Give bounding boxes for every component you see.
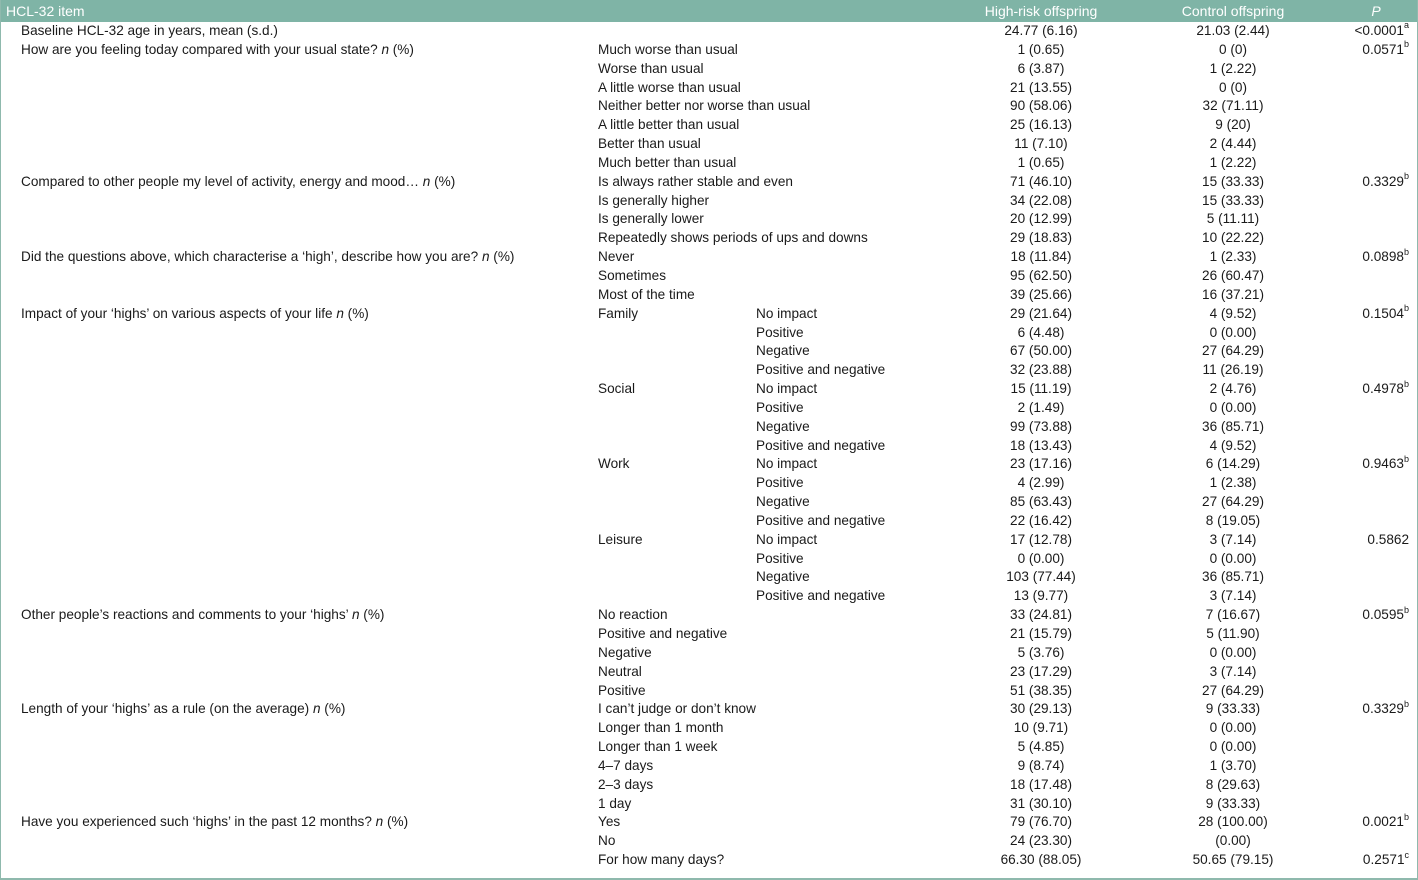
row-category: No <box>598 833 616 849</box>
high-risk-value: 5 (3.76) <box>1017 644 1065 660</box>
row-subcategory: Positive <box>756 550 804 566</box>
high-risk-value: 99 (73.88) <box>1010 418 1072 434</box>
p-value <box>1311 305 1409 324</box>
row-subcategory: Positive and negative <box>756 437 886 453</box>
table-header <box>1 0 1417 22</box>
item-text: Length of your ‘highs’ as a rule (on the average) <box>21 701 313 717</box>
control-value: 9 (33.33) <box>1205 701 1261 717</box>
p-value-text: 0.3329 <box>1362 701 1404 717</box>
control-value: 5 (11.11) <box>1206 211 1260 227</box>
high-risk-value: 23 (17.29) <box>1010 663 1072 679</box>
table-row <box>1 361 1417 380</box>
table-row <box>1 719 1417 738</box>
n-symbol: n <box>422 173 431 189</box>
high-risk-value: 25 (16.13) <box>1010 117 1072 133</box>
high-risk-value: 20 (12.99) <box>1010 211 1072 227</box>
row-category: 4–7 days <box>598 757 654 773</box>
row-subcategory: Positive and negative <box>756 512 886 528</box>
footnote-marker: b <box>1403 246 1409 257</box>
row-category: Social <box>598 381 636 397</box>
control-value: 15 (33.33) <box>1202 192 1264 208</box>
table-row <box>1 380 1417 399</box>
header-high-risk: High-risk offspring <box>984 3 1098 19</box>
item-text: Other people’s reactions and comments to your ‘highs’ <box>21 607 352 623</box>
high-risk-value: 0 (0.00) <box>1017 550 1065 566</box>
table-row <box>1 192 1417 211</box>
control-value: 0 (0) <box>1219 79 1247 95</box>
row-subcategory: Positive <box>756 399 804 415</box>
item-text: Baseline HCL-32 age in years, mean (s.d.) <box>21 23 278 38</box>
row-subcategory: Positive <box>756 324 804 340</box>
row-category: Work <box>598 456 630 472</box>
footnote-marker: b <box>1403 453 1409 464</box>
table-row <box>1 418 1417 437</box>
row-category: Positive <box>598 682 646 698</box>
row-subcategory: No impact <box>756 531 818 547</box>
high-risk-value: 29 (18.83) <box>1010 230 1072 246</box>
row-subcategory: No impact <box>756 381 818 397</box>
control-value: 2 (4.76) <box>1209 381 1257 397</box>
footnote-marker: c <box>1404 849 1409 860</box>
high-risk-value: 66.30 (88.05) <box>1000 852 1082 868</box>
row-category: Longer than 1 month <box>598 720 724 736</box>
control-value: 0 (0.00) <box>1209 399 1257 415</box>
control-value: 50.65 (79.15) <box>1192 852 1274 868</box>
high-risk-value: 32 (23.88) <box>1010 362 1072 378</box>
row-item-label <box>21 700 345 719</box>
p-value <box>1311 455 1409 474</box>
footnote-marker: b <box>1403 378 1409 389</box>
high-risk-value: 10 (9.71) <box>1013 720 1069 736</box>
table-row <box>1 97 1417 116</box>
table-row <box>1 437 1417 456</box>
table-row <box>1 154 1417 173</box>
control-value: 3 (7.14) <box>1209 663 1257 679</box>
percent-suffix: (%) <box>359 607 385 623</box>
p-value-text: 0.2571 <box>1362 852 1405 868</box>
high-risk-value: 13 (9.77) <box>1013 588 1069 604</box>
high-risk-value: 23 (17.16) <box>1010 456 1072 472</box>
control-value: 27 (64.29) <box>1202 682 1264 698</box>
table-row <box>1 116 1417 135</box>
table-row <box>1 851 1417 870</box>
row-subcategory: Positive <box>756 475 804 491</box>
table-row <box>1 248 1417 267</box>
high-risk-value: 90 (58.06) <box>1010 98 1072 114</box>
high-risk-value: 6 (3.87) <box>1017 60 1065 76</box>
table-row <box>1 550 1417 569</box>
table-row <box>1 135 1417 154</box>
n-symbol: n <box>351 607 360 623</box>
high-risk-value: 21 (15.79) <box>1010 626 1072 641</box>
row-category: A little better than usual <box>598 117 740 133</box>
footnote-marker: b <box>1403 303 1409 314</box>
row-subcategory: Positive and negative <box>756 588 886 604</box>
row-item-label <box>21 305 369 324</box>
row-category: I can’t judge or don’t know <box>598 701 756 717</box>
table-row <box>1 286 1417 305</box>
control-value: 3 (7.14) <box>1209 531 1257 547</box>
p-value-text: 0.9463 <box>1362 456 1404 472</box>
percent-suffix: (%) <box>320 701 346 717</box>
percent-suffix: (%) <box>343 305 369 321</box>
table-row <box>1 22 1417 41</box>
table-row <box>1 682 1417 701</box>
high-risk-value: 39 (25.66) <box>1010 286 1072 302</box>
row-category: Positive and negative <box>598 626 728 641</box>
control-value: 15 (33.33) <box>1202 173 1264 189</box>
item-text: Have you experienced such ‘highs’ in the past 12 months? <box>21 814 376 830</box>
table-row <box>1 832 1417 851</box>
control-value: 0 (0.00) <box>1209 739 1257 755</box>
high-risk-value: 1 (0.65) <box>1017 154 1065 170</box>
high-risk-value: 67 (50.00) <box>1010 343 1072 359</box>
footnote-marker: b <box>1403 604 1409 615</box>
table-row <box>1 60 1417 79</box>
high-risk-value: 85 (63.43) <box>1010 494 1072 510</box>
n-symbol: n <box>336 305 344 321</box>
p-value <box>1311 173 1409 192</box>
table-row <box>1 305 1417 324</box>
table-row <box>1 813 1417 832</box>
row-category: Is always rather stable and even <box>598 173 793 189</box>
p-value-text: 0.0898 <box>1362 249 1404 265</box>
control-value: 0 (0.00) <box>1209 720 1257 736</box>
table-row <box>1 324 1417 343</box>
n-symbol: n <box>312 701 321 717</box>
header-item: HCL-32 item <box>6 3 85 19</box>
control-value: 11 (26.19) <box>1202 362 1264 378</box>
high-risk-value: 18 (13.43) <box>1010 437 1072 453</box>
high-risk-value: 79 (76.70) <box>1010 814 1072 830</box>
row-category: Better than usual <box>598 136 701 152</box>
row-category: 1 day <box>598 795 632 811</box>
row-category: Longer than 1 week <box>598 739 718 755</box>
row-item-label <box>21 813 408 832</box>
high-risk-value: 15 (11.19) <box>1010 381 1072 397</box>
control-value: 1 (2.22) <box>1209 60 1257 76</box>
table-row <box>1 644 1417 663</box>
row-category: 2–3 days <box>598 776 654 792</box>
p-value <box>1311 606 1409 625</box>
row-category: Is generally lower <box>598 211 704 227</box>
footnote-marker: b <box>1403 698 1409 709</box>
row-category: Much worse than usual <box>598 41 738 57</box>
control-value: 2 (4.44) <box>1209 136 1257 152</box>
header-p-value: P <box>1371 3 1381 19</box>
control-value: 0 (0.00) <box>1209 550 1257 566</box>
control-value: 7 (16.67) <box>1205 607 1261 623</box>
row-category: Worse than usual <box>598 60 704 76</box>
p-value <box>1311 380 1409 399</box>
table-body <box>1 22 1417 870</box>
control-value: (0.00) <box>1215 833 1251 849</box>
percent-suffix: (%) <box>489 249 515 265</box>
control-value: 21.03 (2.44) <box>1196 23 1270 38</box>
high-risk-value: 21 (13.55) <box>1010 79 1072 95</box>
table-row <box>1 210 1417 229</box>
p-value-text: 0.1504 <box>1362 305 1404 321</box>
table-row <box>1 795 1417 814</box>
row-category: Most of the time <box>598 286 695 302</box>
high-risk-value: 31 (30.10) <box>1010 795 1072 811</box>
row-item-label <box>21 606 384 625</box>
high-risk-value: 29 (21.64) <box>1010 305 1072 321</box>
table-row <box>1 399 1417 418</box>
row-item-label <box>21 22 278 41</box>
high-risk-value: 4 (2.99) <box>1017 475 1065 491</box>
p-value <box>1311 531 1409 550</box>
table-row <box>1 776 1417 795</box>
row-item-label <box>21 41 414 60</box>
high-risk-value: 51 (38.35) <box>1010 682 1072 698</box>
table-row <box>1 663 1417 682</box>
high-risk-value: 18 (17.48) <box>1010 776 1072 792</box>
high-risk-value: 17 (12.78) <box>1010 531 1072 547</box>
table-row <box>1 587 1417 606</box>
percent-suffix: (%) <box>383 814 409 830</box>
footnote-marker: a <box>1403 20 1409 31</box>
control-value: 0 (0.00) <box>1209 644 1257 660</box>
row-category: Neutral <box>598 663 642 679</box>
row-category: Never <box>598 249 635 265</box>
header-control: Control offspring <box>1181 3 1285 19</box>
control-value: 32 (71.11) <box>1202 98 1264 114</box>
row-category: Family <box>598 305 639 321</box>
control-value: 1 (3.70) <box>1209 757 1257 773</box>
row-subcategory: No impact <box>756 456 818 472</box>
table-row <box>1 173 1417 192</box>
row-item-label <box>21 248 514 267</box>
row-item-label <box>21 173 455 192</box>
row-category: For how many days? <box>598 852 725 868</box>
item-text: How are you feeling today compared with your usual state? <box>21 41 382 57</box>
control-value: 1 (2.38) <box>1209 475 1257 491</box>
control-value: 4 (9.52) <box>1209 437 1257 453</box>
p-value-text: 0.0571 <box>1362 41 1404 57</box>
control-value: 0 (0) <box>1219 41 1247 57</box>
control-value: 1 (2.22) <box>1209 154 1257 170</box>
control-value: 27 (64.29) <box>1202 343 1264 359</box>
row-subcategory: Negative <box>756 418 810 434</box>
high-risk-value: 5 (4.85) <box>1017 739 1065 755</box>
control-value: 16 (37.21) <box>1202 286 1264 302</box>
p-value <box>1311 851 1409 870</box>
p-value-text: 0.0021 <box>1362 814 1404 830</box>
control-value: 0 (0.00) <box>1209 324 1257 340</box>
table-row <box>1 757 1417 776</box>
percent-suffix: (%) <box>430 173 456 189</box>
table-row <box>1 455 1417 474</box>
row-category: Sometimes <box>598 267 666 283</box>
row-subcategory: No impact <box>756 305 818 321</box>
row-subcategory: Negative <box>756 494 810 510</box>
high-risk-value: 18 (11.84) <box>1010 249 1072 265</box>
item-text: Impact of your ‘highs’ on various aspects of your life <box>21 305 337 321</box>
control-value: 36 (85.71) <box>1202 569 1264 585</box>
footnote-marker: b <box>1403 811 1409 822</box>
percent-suffix: (%) <box>389 41 414 57</box>
table-row <box>1 512 1417 531</box>
table-row <box>1 625 1417 644</box>
item-text: Compared to other people my level of activity, energy and mood… <box>21 173 423 189</box>
control-value: 26 (60.47) <box>1202 267 1264 283</box>
row-category: Negative <box>598 644 652 660</box>
footnote-marker: b <box>1403 171 1409 182</box>
footnote-marker: b <box>1403 39 1409 50</box>
p-value-text: 0.4978 <box>1362 381 1404 397</box>
high-risk-value: 95 (62.50) <box>1010 267 1072 283</box>
n-symbol: n <box>381 41 389 57</box>
item-text: Did the questions above, which characterise a ‘high’, describe how you are? <box>21 249 482 265</box>
row-category: Leisure <box>598 531 643 547</box>
table-row <box>1 531 1417 550</box>
high-risk-value: 24 (23.30) <box>1010 833 1072 849</box>
high-risk-value: 30 (29.13) <box>1010 701 1072 717</box>
table-row <box>1 41 1417 60</box>
table-row <box>1 700 1417 719</box>
control-value: 8 (29.63) <box>1205 776 1261 792</box>
row-category: Much better than usual <box>598 154 737 170</box>
row-category: Repeatedly shows periods of ups and downs <box>598 230 868 246</box>
high-risk-value: 11 (7.10) <box>1014 136 1068 152</box>
control-value: 9 (33.33) <box>1205 795 1261 811</box>
control-value: 1 (2.33) <box>1209 249 1257 265</box>
high-risk-value: 71 (46.10) <box>1010 173 1072 189</box>
table-row <box>1 738 1417 757</box>
high-risk-value: 9 (8.74) <box>1017 757 1065 773</box>
p-value-text: 0.3329 <box>1362 173 1404 189</box>
n-symbol: n <box>481 249 490 265</box>
p-value-text: 0.5862 <box>1367 531 1409 547</box>
control-value: 27 (64.29) <box>1202 494 1264 510</box>
high-risk-value: 24.77 (6.16) <box>1004 23 1078 38</box>
high-risk-value: 2 (1.49) <box>1017 399 1065 415</box>
table-row <box>1 568 1417 587</box>
p-value <box>1311 813 1409 832</box>
p-value <box>1311 700 1409 719</box>
table-row <box>1 342 1417 361</box>
p-value <box>1311 41 1409 60</box>
high-risk-value: 33 (24.81) <box>1010 607 1072 623</box>
high-risk-value: 6 (4.48) <box>1017 324 1065 340</box>
row-category: Yes <box>598 814 621 830</box>
table-row <box>1 267 1417 286</box>
n-symbol: n <box>375 814 384 830</box>
p-value-text: 0.0595 <box>1362 607 1404 623</box>
p-value <box>1311 22 1409 41</box>
high-risk-value: 1 (0.65) <box>1017 41 1065 57</box>
control-value: 5 (11.90) <box>1206 626 1260 641</box>
table-row <box>1 229 1417 248</box>
row-category: Is generally higher <box>598 192 710 208</box>
row-subcategory: Negative <box>756 343 810 359</box>
row-category: Neither better nor worse than usual <box>598 98 811 114</box>
high-risk-value: 34 (22.08) <box>1010 192 1072 208</box>
row-category: A little worse than usual <box>598 79 741 95</box>
row-category: No reaction <box>598 607 668 623</box>
row-subcategory: Positive and negative <box>756 362 886 378</box>
control-value: 36 (85.71) <box>1202 418 1264 434</box>
control-value: 4 (9.52) <box>1209 305 1257 321</box>
table-row <box>1 606 1417 625</box>
p-value <box>1311 248 1409 267</box>
high-risk-value: 22 (16.42) <box>1010 512 1072 528</box>
control-value: 3 (7.14) <box>1209 588 1257 604</box>
control-value: 8 (19.05) <box>1205 512 1261 528</box>
control-value: 10 (22.22) <box>1202 230 1264 246</box>
control-value: 6 (14.29) <box>1205 456 1261 472</box>
table-row <box>1 493 1417 512</box>
row-subcategory: Negative <box>756 569 810 585</box>
control-value: 9 (20) <box>1215 117 1251 133</box>
control-value: 28 (100.00) <box>1198 814 1268 830</box>
table-row <box>1 474 1417 493</box>
p-value-text: <0.0001 <box>1354 23 1404 38</box>
table-row <box>1 79 1417 98</box>
high-risk-value: 103 (77.44) <box>1006 569 1076 585</box>
